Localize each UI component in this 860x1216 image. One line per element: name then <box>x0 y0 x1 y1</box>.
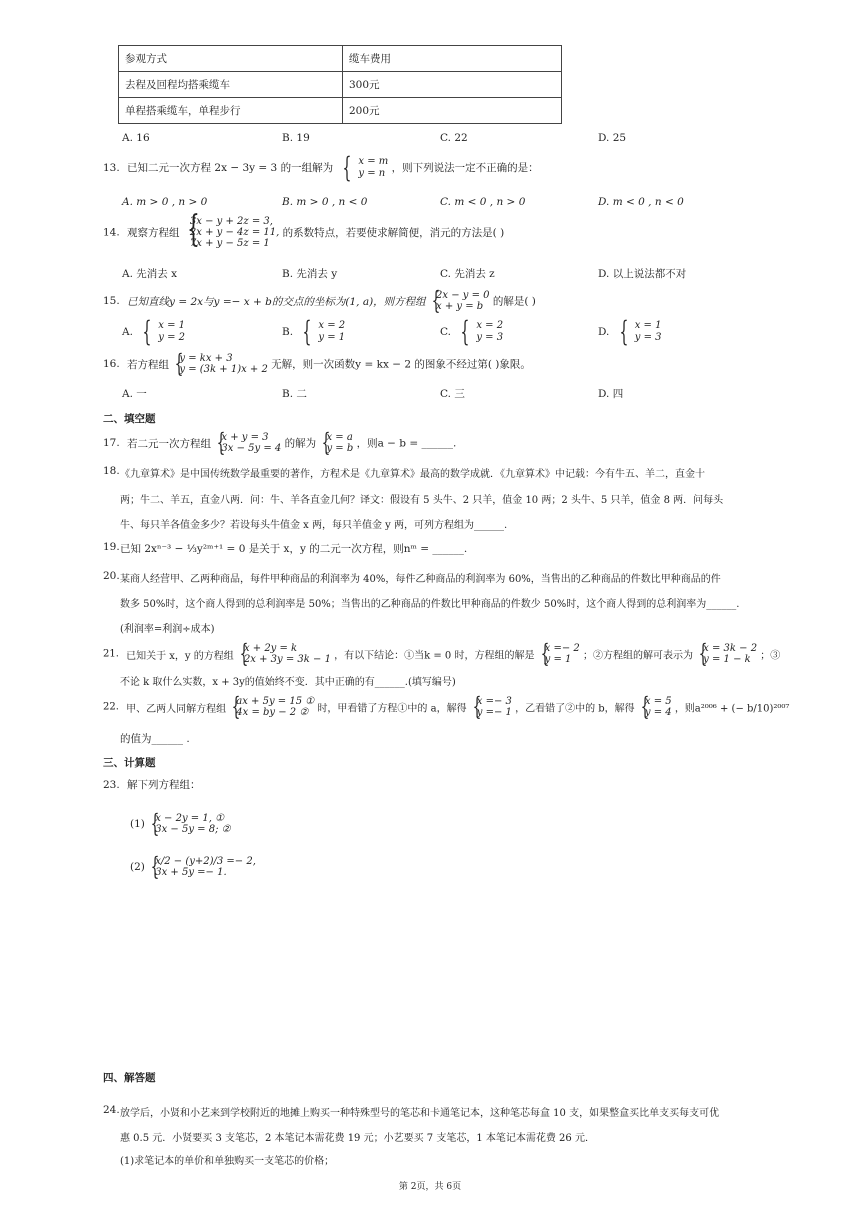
question-number: 19. <box>103 541 120 553</box>
q23-part-2 <box>130 856 256 878</box>
equation: 4x = by − 2 ② <box>236 707 309 718</box>
equation: x = 5 <box>644 696 672 707</box>
table-row <box>119 46 562 72</box>
question-text: 两；牛二、羊五，直金八两．问：牛、羊各直金几何？译文：假设有 5 头牛、2 只羊，值金 10 两；2 头牛、5 只羊，值金 8 两．问每头 <box>120 495 724 506</box>
question-number: 22. <box>103 701 119 713</box>
q16-option-a: A. 一 <box>122 388 147 400</box>
q14-option-b: B. 先消去 y <box>282 268 338 280</box>
question-text: 已知二元一次方程 2x − 3y = 3 的一组解为 <box>127 162 334 174</box>
equation: y = 1 <box>544 654 572 665</box>
question-text: 已知关于 x，y 的方程组 <box>126 650 234 662</box>
equation: 2x + 3y = 3k − 1 <box>243 654 331 665</box>
question-text: 的解是( ) <box>492 295 536 308</box>
q16-option-c: C. 三 <box>440 388 465 400</box>
equation-system <box>336 156 388 180</box>
question-number: 13. <box>103 162 120 174</box>
equation: y = 2 <box>158 332 186 343</box>
equation: y = 1 <box>318 332 346 343</box>
question-19 <box>103 541 120 553</box>
equation: x = a <box>326 432 353 443</box>
equation: y = 1 − k <box>703 654 751 665</box>
equation: y = 3 <box>634 332 662 343</box>
q15-option-c <box>440 320 503 344</box>
equation: x = 1 <box>158 320 186 331</box>
equation: y =− 1 <box>476 707 512 718</box>
equation-system <box>229 696 314 718</box>
question-number: 18. <box>103 465 120 477</box>
q13-option-d: D. m < 0 , n < 0 <box>598 196 684 208</box>
q13-option-a: A. m > 0 , n > 0 <box>122 196 208 208</box>
equation-system <box>454 320 503 344</box>
option-label: A. <box>122 326 133 338</box>
table-cell: 200元 <box>343 98 562 124</box>
question-text: 惠 0.5 元．小贤要买 3 支笔芯，2 本笔记本需花费 19 元；小艺要买 7 支笔芯，1 本笔记本需花费 26 元． <box>120 1133 595 1144</box>
q12-option-a: A. 16 <box>122 132 150 144</box>
question-text: ，有以下结论：①当k = 0 时，方程组的解是 <box>334 650 535 662</box>
question-number: 15. <box>103 295 120 307</box>
q23-part-1 <box>130 813 231 835</box>
equation-system <box>696 643 757 665</box>
equation: x + y = b <box>436 301 484 312</box>
question-text: 《九章算术》是中国传统数学最重要的著作，方程术是《九章算术》最高的数学成就．《九章算术》中记载：今有牛五、羊二，直金十 <box>120 469 705 480</box>
equation: x = 1 <box>634 320 662 331</box>
question-text: 若二元一次方程组 <box>127 437 212 450</box>
question-text: 某商人经营甲、乙两种商品，每件甲种商品的利润率为 40%，每件乙种商品的利润率为 60%，当售出的乙种商品的件数比甲种商品的件 <box>120 574 721 585</box>
equation: x = 3k − 2 <box>703 643 758 654</box>
question-21 <box>103 643 780 665</box>
question-text: ；③ <box>760 650 781 662</box>
section-heading: 四、解答题 <box>103 1072 156 1084</box>
question-text: ；②方程组的解可表示为 <box>582 650 693 662</box>
question-text: 已知 2xⁿ⁻³ − ⅓y²ᵐ⁺¹ = 0 是关于 x，y 的二元一次方程，则nᵐ = ______. <box>120 543 468 555</box>
equation: x + y = 3 <box>221 432 269 443</box>
option-label: D. <box>598 326 610 338</box>
question-text: 的值为______ . <box>120 733 190 745</box>
equation: y = kx + 3 <box>179 353 233 364</box>
table-cell: 缆车费用 <box>343 46 562 72</box>
option-label: B. <box>282 326 294 338</box>
equation: ax + 5y = 15 ① <box>236 696 315 707</box>
equation: 2x − y = 0 <box>436 290 490 301</box>
equation-system <box>319 432 353 454</box>
fee-table <box>118 45 562 124</box>
q15-option-d <box>598 320 661 344</box>
question-14 <box>103 216 504 249</box>
table-cell: 单程搭乘缆车，单程步行 <box>119 98 343 124</box>
equation-system <box>613 320 662 344</box>
part-label: (1) <box>130 818 145 830</box>
question-17 <box>103 432 456 454</box>
equation: 3x − y + 2z = 3, <box>189 216 273 227</box>
equation: 3x − 5y = 8; ② <box>155 824 231 835</box>
question-text: ，则a − b = ______. <box>356 437 457 450</box>
question-number: 23. <box>103 779 120 791</box>
equation-system <box>148 813 230 835</box>
question-text: 的系数特点，若要使求解简便，消元的方法是( ) <box>282 227 505 239</box>
q13-option-b: B. m > 0 , n < 0 <box>282 196 368 208</box>
question-text: 时，甲看错了方程①中的 a，解得 <box>317 703 467 715</box>
equation: 3x − 5y = 4 <box>221 443 282 454</box>
question-number: 24. <box>103 1104 120 1116</box>
question-15 <box>103 290 536 312</box>
question-number: 14. <box>103 226 120 239</box>
question-text: ，则下列说法一定不正确的是： <box>391 162 539 174</box>
question-text: (1)求笔记本的单价和单独购买一支笔芯的价格； <box>120 1156 335 1167</box>
table-cell: 300元 <box>343 72 562 98</box>
part-label: (2) <box>130 861 145 873</box>
question-text: 数多 50%时，这个商人得到的总利润率是 50%；当售出的乙种商品的件数比甲种商品的件数少 50%时，这个商人得到的总利润率为______. <box>120 599 740 610</box>
equation: x − 2y = 1, ① <box>155 813 225 824</box>
question-text: ，则a²⁰⁰⁶ + (− b/10)²⁰⁰⁷ <box>674 703 790 715</box>
table-row <box>119 72 562 98</box>
question-text: 甲、乙两人同解方程组 <box>126 703 227 715</box>
question-text: 的解为 <box>284 437 317 450</box>
q14-option-a: A. 先消去 x <box>122 268 178 280</box>
question-22 <box>103 696 789 718</box>
equation: 7x + y − 5z = 1 <box>189 238 270 249</box>
question-24 <box>103 1104 120 1116</box>
question-text: 若方程组 <box>127 358 170 371</box>
equation: y = (3k + 1)x + 2 <box>179 364 268 375</box>
question-number: 20. <box>103 570 120 582</box>
question-number: 16. <box>103 358 120 370</box>
q16-option-d: D. 四 <box>598 388 624 400</box>
q14-option-c: C. 先消去 z <box>440 268 495 280</box>
equation-system <box>429 290 490 312</box>
equation: y = n <box>358 168 386 179</box>
question-number: 21. <box>103 648 119 660</box>
equation-system <box>470 696 512 718</box>
question-20 <box>103 570 120 582</box>
table-cell: 参观方式 <box>119 46 343 72</box>
table-row <box>119 98 562 124</box>
equation-system <box>136 320 185 344</box>
equation-system <box>148 856 256 878</box>
question-text: ，乙看错了②中的 b，解得 <box>515 703 635 715</box>
question-13 <box>103 156 539 180</box>
equation-system <box>638 696 672 718</box>
equation: x =− 2 <box>544 643 580 654</box>
question-text: 无解，则一次函数y = kx − 2 的图象不经过第( )象限。 <box>271 358 531 371</box>
q15-option-a <box>122 320 185 344</box>
question-text: 解下列方程组： <box>127 779 201 791</box>
question-text: 放学后，小贤和小艺来到学校附近的地摊上购买一种特殊型号的笔芯和卡通笔记本，这种笔芯每盒 10 支，如果整盒买比单支买每支可优 <box>120 1108 720 1119</box>
section-heading: 三、计算题 <box>103 757 156 769</box>
page-footer: 第 2页，共 6页 <box>398 1182 462 1192</box>
equation: x/2 − (y+2)/3 =− 2, <box>155 856 256 867</box>
q14-option-d: D. 以上说法都不对 <box>598 268 687 280</box>
equation: 3x + 5y =− 1. <box>155 867 227 878</box>
question-text: 已知直线y = 2x与y =− x + b的交点的坐标为(1, a)，则方程组 <box>127 295 426 308</box>
question-text: 观察方程组 <box>127 227 180 239</box>
equation: x = 2 <box>318 320 346 331</box>
equation-system <box>214 432 281 454</box>
equation-system <box>172 353 267 375</box>
equation: x = m <box>358 156 389 167</box>
question-text: 牛、每只羊各值金多少？若设每头牛值金 x 两，每只羊值金 y 两，可列方程组为______. <box>120 520 508 531</box>
question-16 <box>103 353 531 375</box>
equation-system <box>237 643 331 665</box>
equation-system <box>538 643 580 665</box>
question-text: 不论 k 取什么实数，x + 3y的值始终不变．其中正确的有______.(填写编号) <box>120 677 456 688</box>
q16-option-b: B. 二 <box>282 388 307 400</box>
question-number: 17. <box>103 437 120 449</box>
equation: x + 2y = k <box>243 643 298 654</box>
section-heading: 二、填空题 <box>103 413 156 425</box>
equation: x = 2 <box>476 320 504 331</box>
question-23 <box>103 777 201 792</box>
equation-system <box>183 216 279 249</box>
equation: 2x + y − 4z = 11, <box>189 227 280 238</box>
question-18 <box>103 465 120 477</box>
q12-option-d: D. 25 <box>598 132 627 144</box>
q12-option-b: B. 19 <box>282 132 310 144</box>
equation: y = 4 <box>644 707 672 718</box>
question-text: (利润率=利润÷成本) <box>120 624 215 635</box>
equation: y = 3 <box>476 332 504 343</box>
table-cell: 去程及回程均搭乘缆车 <box>119 72 343 98</box>
q15-option-b <box>282 320 345 344</box>
option-label: C. <box>440 326 451 338</box>
equation-system <box>296 320 345 344</box>
q13-option-c: C. m < 0 , n > 0 <box>440 196 526 208</box>
equation: x =− 3 <box>476 696 512 707</box>
equation: y = b <box>326 443 354 454</box>
q12-option-c: C. 22 <box>440 132 468 144</box>
